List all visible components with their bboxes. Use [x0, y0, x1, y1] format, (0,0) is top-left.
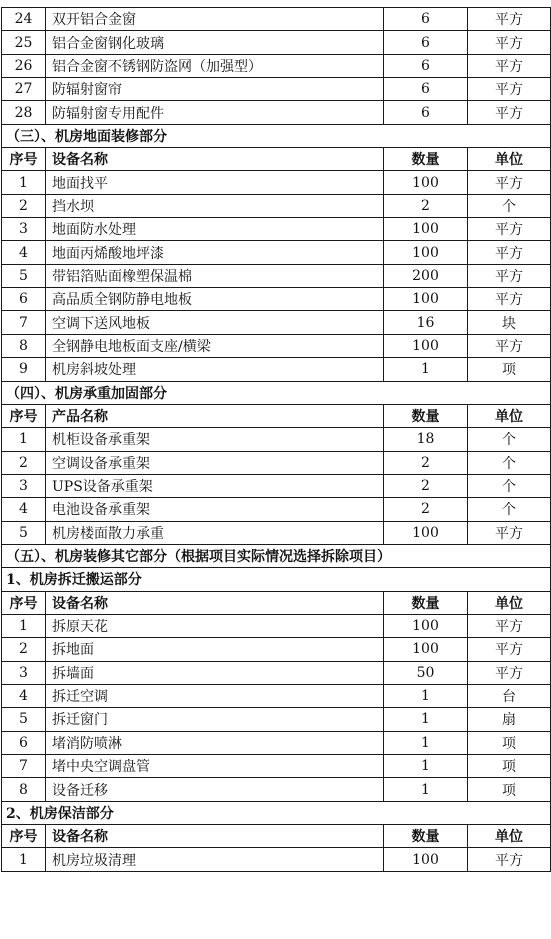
item-quantity: 100	[384, 288, 468, 311]
table-row	[2, 498, 551, 521]
table-row	[2, 264, 551, 287]
row-number: 3	[2, 661, 46, 684]
table-row	[2, 54, 551, 77]
header-name: 产品名称	[46, 404, 384, 427]
row-number: 28	[2, 101, 46, 124]
table-row	[2, 684, 551, 707]
item-name: 双开铝合金窗	[46, 8, 384, 31]
item-quantity: 2	[384, 451, 468, 474]
header-unit: 单位	[468, 148, 551, 171]
row-number: 4	[2, 684, 46, 707]
item-quantity: 100	[384, 638, 468, 661]
item-name: 挡水坝	[46, 194, 384, 217]
table-row	[2, 288, 551, 311]
item-name: 拆迁空调	[46, 684, 384, 707]
header-name: 设备名称	[46, 591, 384, 614]
row-number: 1	[2, 428, 46, 451]
row-number: 6	[2, 288, 46, 311]
table-header-row	[2, 825, 551, 848]
section-title: （四）、机房承重加固部分	[2, 381, 551, 404]
item-name: 机房垃圾清理	[46, 848, 384, 871]
row-number: 5	[2, 708, 46, 731]
row-number: 2	[2, 194, 46, 217]
table-row	[2, 708, 551, 731]
item-quantity: 6	[384, 8, 468, 31]
item-unit: 平方	[468, 8, 551, 31]
item-quantity: 100	[384, 241, 468, 264]
row-number: 1	[2, 171, 46, 194]
header-qty: 数量	[384, 404, 468, 427]
item-name: 地面防水处理	[46, 218, 384, 241]
item-quantity: 1	[384, 755, 468, 778]
table-row	[2, 218, 551, 241]
item-name: 堵消防喷淋	[46, 731, 384, 754]
item-quantity: 100	[384, 614, 468, 637]
item-quantity: 2	[384, 194, 468, 217]
item-quantity: 16	[384, 311, 468, 334]
item-name: 机柜设备承重架	[46, 428, 384, 451]
item-unit: 个	[468, 498, 551, 521]
row-number: 5	[2, 521, 46, 544]
item-quantity: 100	[384, 521, 468, 544]
item-unit: 平方	[468, 78, 551, 101]
row-number: 5	[2, 264, 46, 287]
header-no: 序号	[2, 591, 46, 614]
section-title: （五）、机房装修其它部分（根据项目实际情况选择拆除项目）	[2, 544, 551, 567]
row-number: 8	[2, 334, 46, 357]
item-unit: 块	[468, 311, 551, 334]
table-row	[2, 614, 551, 637]
table-row	[2, 778, 551, 801]
table-row	[2, 755, 551, 778]
header-no: 序号	[2, 825, 46, 848]
item-unit: 平方	[468, 614, 551, 637]
item-unit: 项	[468, 731, 551, 754]
row-number: 7	[2, 311, 46, 334]
item-unit: 个	[468, 194, 551, 217]
table-row	[2, 241, 551, 264]
item-quantity: 6	[384, 101, 468, 124]
item-name: 机房楼面散力承重	[46, 521, 384, 544]
item-name: 带铝箔贴面橡塑保温棉	[46, 264, 384, 287]
item-name: 全钢静电地板面支座/横梁	[46, 334, 384, 357]
item-unit: 项	[468, 358, 551, 381]
header-no: 序号	[2, 148, 46, 171]
item-unit: 平方	[468, 101, 551, 124]
table-row	[2, 474, 551, 497]
item-name: 地面丙烯酸地坪漆	[46, 241, 384, 264]
header-qty: 数量	[384, 148, 468, 171]
item-unit: 平方	[468, 264, 551, 287]
header-no: 序号	[2, 404, 46, 427]
item-unit: 平方	[468, 334, 551, 357]
item-quantity: 1	[384, 708, 468, 731]
row-number: 2	[2, 638, 46, 661]
row-number: 4	[2, 241, 46, 264]
item-quantity: 1	[384, 778, 468, 801]
table-row	[2, 848, 551, 871]
header-qty: 数量	[384, 591, 468, 614]
item-name: 地面找平	[46, 171, 384, 194]
row-number: 24	[2, 8, 46, 31]
subsection-title-row	[2, 801, 551, 824]
table-row	[2, 101, 551, 124]
item-unit: 平方	[468, 661, 551, 684]
table-header-row	[2, 404, 551, 427]
item-quantity: 100	[384, 171, 468, 194]
item-quantity: 1	[384, 358, 468, 381]
table-row	[2, 521, 551, 544]
section-title-row	[2, 381, 551, 404]
item-name: 堵中央空调盘管	[46, 755, 384, 778]
item-name: 拆迁窗门	[46, 708, 384, 731]
item-name: UPS设备承重架	[46, 474, 384, 497]
item-name: 防辐射窗专用配件	[46, 101, 384, 124]
row-number: 3	[2, 474, 46, 497]
item-name: 拆原天花	[46, 614, 384, 637]
row-number: 2	[2, 451, 46, 474]
item-quantity: 100	[384, 848, 468, 871]
item-quantity: 100	[384, 218, 468, 241]
item-name: 空调设备承重架	[46, 451, 384, 474]
item-unit: 平方	[468, 171, 551, 194]
item-name: 高品质全钢防静电地板	[46, 288, 384, 311]
header-unit: 单位	[468, 825, 551, 848]
row-number: 8	[2, 778, 46, 801]
header-unit: 单位	[468, 404, 551, 427]
item-name: 拆地面	[46, 638, 384, 661]
item-quantity: 1	[384, 684, 468, 707]
table-row	[2, 638, 551, 661]
item-quantity: 6	[384, 31, 468, 54]
equipment-table	[1, 7, 551, 872]
table-row	[2, 8, 551, 31]
item-name: 铝合金窗不锈钢防盗网（加强型）	[46, 54, 384, 77]
subsection-title: 1、机房拆迁搬运部分	[2, 568, 551, 591]
item-unit: 扇	[468, 708, 551, 731]
item-unit: 平方	[468, 31, 551, 54]
item-quantity: 2	[384, 474, 468, 497]
item-quantity: 6	[384, 78, 468, 101]
row-number: 4	[2, 498, 46, 521]
item-unit: 个	[468, 451, 551, 474]
item-unit: 平方	[468, 54, 551, 77]
item-unit: 项	[468, 778, 551, 801]
item-unit: 台	[468, 684, 551, 707]
table-row	[2, 31, 551, 54]
item-name: 机房斜坡处理	[46, 358, 384, 381]
item-quantity: 1	[384, 731, 468, 754]
table-row	[2, 661, 551, 684]
item-quantity: 50	[384, 661, 468, 684]
table-row	[2, 731, 551, 754]
table-row	[2, 358, 551, 381]
item-name: 空调下送风地板	[46, 311, 384, 334]
item-name: 设备迁移	[46, 778, 384, 801]
header-name: 设备名称	[46, 148, 384, 171]
item-unit: 平方	[468, 288, 551, 311]
table-row	[2, 194, 551, 217]
item-unit: 项	[468, 755, 551, 778]
section-title: （三）、机房地面装修部分	[2, 124, 551, 147]
header-qty: 数量	[384, 825, 468, 848]
item-unit: 平方	[468, 638, 551, 661]
row-number: 26	[2, 54, 46, 77]
table-row	[2, 451, 551, 474]
item-unit: 平方	[468, 241, 551, 264]
table-row	[2, 311, 551, 334]
item-unit: 平方	[468, 848, 551, 871]
item-quantity: 18	[384, 428, 468, 451]
row-number: 9	[2, 358, 46, 381]
section-title-row	[2, 544, 551, 567]
subsection-title: 2、机房保洁部分	[2, 801, 551, 824]
item-name: 拆墙面	[46, 661, 384, 684]
row-number: 7	[2, 755, 46, 778]
row-number: 6	[2, 731, 46, 754]
item-unit: 个	[468, 474, 551, 497]
item-unit: 平方	[468, 218, 551, 241]
row-number: 1	[2, 614, 46, 637]
table-header-row	[2, 148, 551, 171]
table-row	[2, 428, 551, 451]
table-header-row	[2, 591, 551, 614]
item-name: 铝合金窗钢化玻璃	[46, 31, 384, 54]
item-quantity: 6	[384, 54, 468, 77]
row-number: 3	[2, 218, 46, 241]
table-row	[2, 334, 551, 357]
item-unit: 个	[468, 428, 551, 451]
item-name: 电池设备承重架	[46, 498, 384, 521]
item-quantity: 100	[384, 334, 468, 357]
table-row	[2, 78, 551, 101]
row-number: 25	[2, 31, 46, 54]
table-row	[2, 171, 551, 194]
row-number: 1	[2, 848, 46, 871]
section-title-row	[2, 124, 551, 147]
item-name: 防辐射窗帘	[46, 78, 384, 101]
item-quantity: 2	[384, 498, 468, 521]
header-unit: 单位	[468, 591, 551, 614]
row-number: 27	[2, 78, 46, 101]
header-name: 设备名称	[46, 825, 384, 848]
item-quantity: 200	[384, 264, 468, 287]
subsection-title-row	[2, 568, 551, 591]
item-unit: 平方	[468, 521, 551, 544]
